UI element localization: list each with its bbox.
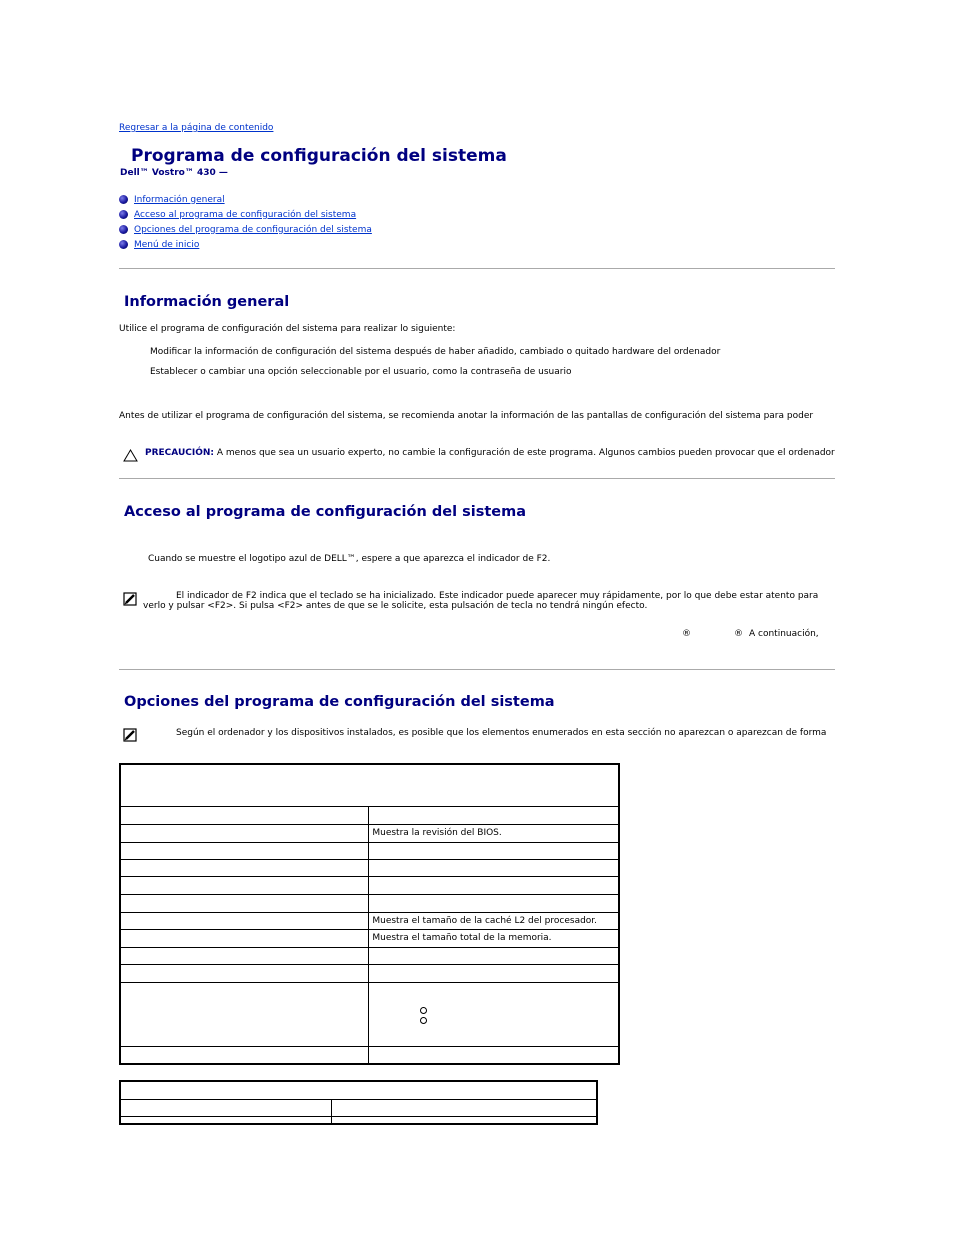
- table-cell: [120, 859, 369, 876]
- access-note-line-2: verlo y pulsar <F2>. Si pulsa <F2> antes de que se le solicite, esta pulsación de tecla no tendrá ningún efecto.: [143, 601, 648, 611]
- toc-link-general[interactable]: Información general: [134, 194, 225, 205]
- table-row: [120, 824, 619, 842]
- back-to-contents-link[interactable]: Regresar a la página de contenido: [119, 123, 274, 133]
- toc-item: [119, 207, 372, 222]
- table-row: [120, 982, 619, 1046]
- table-cell: [369, 947, 619, 964]
- caution-text: [145, 448, 835, 459]
- table-cell: [120, 876, 369, 894]
- bullet-icon: [119, 225, 128, 234]
- table-row: [120, 1116, 597, 1124]
- table-row: [120, 912, 619, 929]
- section-title-general: Información general: [124, 294, 290, 310]
- table-cell: [120, 1046, 369, 1064]
- table-row: [120, 1046, 619, 1064]
- caution-body: A menos que sea un usuario experto, no cambie la configuración de este programa. Algunos cambios pueden provocar que el ordenador: [214, 448, 835, 458]
- circle-bullet-icon: [420, 1017, 427, 1024]
- toc-link-options[interactable]: Opciones del programa de configuración del sistema: [134, 224, 372, 235]
- access-step-1: Cuando se muestre el logotipo azul de DELL™, espere a que aparezca el indicador de F2.: [148, 554, 551, 564]
- table-cell: [120, 1099, 331, 1116]
- section-title-options: Opciones del programa de configuración del sistema: [124, 694, 555, 710]
- memory-description: Muestra el tamaño total de la memoria.: [369, 929, 619, 947]
- table-cell: [120, 1081, 597, 1099]
- section-divider: [119, 669, 835, 670]
- note-icon: [123, 728, 137, 742]
- table-row: [120, 1099, 597, 1116]
- table-cell: [369, 842, 619, 859]
- table-header-row: [120, 1081, 597, 1099]
- bios-description: Muestra la revisión del BIOS.: [369, 824, 619, 842]
- section-title-access: Acceso al programa de configuración del sistema: [124, 504, 526, 520]
- table-cell: [369, 964, 619, 982]
- section-divider: [119, 268, 835, 269]
- general-intro: Utilice el programa de configuración del sistema para realizar lo siguiente:: [119, 324, 456, 334]
- table-cell: [120, 806, 369, 824]
- general-item-1: Modificar la información de configuración del sistema después de haber añadido, cambiado o quitado hardware del ordenador: [150, 347, 721, 357]
- table-row: [120, 842, 619, 859]
- table-cell: [120, 912, 369, 929]
- caution-icon: [123, 449, 138, 462]
- bullet-icon: [119, 195, 128, 204]
- table-cell: [369, 894, 619, 912]
- toc-link-boot-menu[interactable]: Menú de inicio: [134, 239, 200, 250]
- table-cell: [369, 1046, 619, 1064]
- table-row: [120, 806, 619, 824]
- table-cell: [369, 859, 619, 876]
- note-icon: [123, 592, 137, 606]
- options-note: Según el ordenador y los dispositivos instalados, es posible que los elementos enumerados en esta sección no aparezcan o aparezcan de forma: [176, 728, 827, 738]
- boot-table: [119, 1080, 598, 1125]
- toc-item: [119, 222, 372, 237]
- table-cell: [369, 982, 619, 1046]
- table-header-row: [120, 764, 619, 806]
- table-row: [120, 876, 619, 894]
- table-cell: [120, 929, 369, 947]
- table-cell: [331, 1099, 597, 1116]
- table-row: [120, 929, 619, 947]
- section-divider: [119, 478, 835, 479]
- table-cell: [120, 842, 369, 859]
- caution-label: PRECAUCIÓN:: [145, 448, 215, 458]
- options-table: [119, 763, 620, 1065]
- toc-item: [119, 237, 372, 252]
- bullet-icon: [119, 210, 128, 219]
- table-cell: [120, 894, 369, 912]
- general-item-2: Establecer o cambiar una opción seleccionable por el usuario, como la contraseña de usuario: [150, 367, 572, 377]
- table-cell: [120, 947, 369, 964]
- toc-link-access[interactable]: Acceso al programa de configuración del sistema: [134, 209, 357, 220]
- general-before: Antes de utilizar el programa de configuración del sistema, se recomienda anotar la información de las pantallas de configuración del sistema para poder: [119, 411, 814, 421]
- toc-item: [119, 192, 372, 207]
- access-note-line-1: El indicador de F2 indica que el teclado se ha inicializado. Este indicador puede aparecer muy rápidamente, por lo que debe estar atento para: [176, 591, 819, 601]
- cache-description: Muestra el tamaño de la caché L2 del procesador.: [369, 912, 619, 929]
- bullet-icon: [119, 240, 128, 249]
- table-row: [120, 964, 619, 982]
- table-cell: [120, 824, 369, 842]
- registered-mark: ®: [682, 629, 691, 639]
- table-cell: [331, 1116, 597, 1124]
- page-title: Programa de configuración del sistema: [131, 146, 507, 166]
- table-row: [120, 859, 619, 876]
- table-cell: [120, 982, 369, 1046]
- model-name: Dell™ Vostro™ 430 —: [120, 168, 228, 178]
- table-cell: [369, 806, 619, 824]
- registered-mark: ®: [734, 629, 743, 639]
- access-continuation: A continuación,: [749, 629, 819, 639]
- table-row: [120, 894, 619, 912]
- table-cell: [120, 964, 369, 982]
- circle-bullet-icon: [420, 1007, 427, 1014]
- table-row: [120, 947, 619, 964]
- table-cell: [120, 764, 619, 806]
- table-cell: [369, 876, 619, 894]
- table-of-contents: [119, 192, 372, 252]
- table-cell: [120, 1116, 331, 1124]
